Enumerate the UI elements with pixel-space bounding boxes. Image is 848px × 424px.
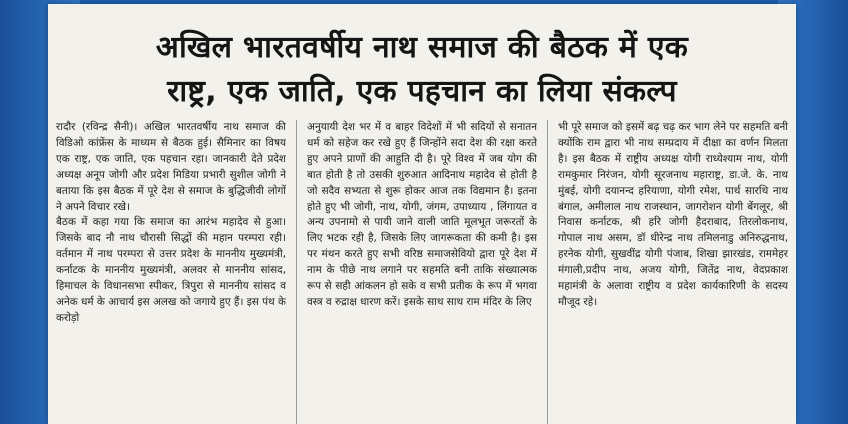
article-column-3 [558,120,788,424]
paragraph: रादौर (रविन्द्र सैनी)। अखिल भारतवर्षीय नाथ समाज की विडिओ कांफ्रेंस के माध्यम से बैठक हुई। सैमिनार का विषय एक राष्ट्र, एक जाति, एक पहचान रहा। जानकारी देते प्रदेश अध्यक्ष अनूप जोगी और प्रदेश मिडिया प्रभारी सुशील जोगी ने बताया कि इस बैठक में पूरे देश से समाज के बुद्धिजीवी लोगों ने अपने विचार रखे। [56,121,286,213]
headline [48,4,796,114]
column-divider [547,120,548,424]
headline-line-2: राष्ट्र, एक जाति, एक पहचान का लिया संकल्प [167,74,677,109]
paragraph: अनुयायी देश भर में व बाहर विदेशों में भी सदियों से सनातन धर्म को सहेज कर रखे हुए हैं जिन्होंने सदा देश की रक्षा करते हुए अपने प्राणों की आहुति दी है। पूरे विश्व में जब योग की बात होती है तो उसकी शुरुआत आदिनाथ महादेव से होती है जो सदैव सभ्यता से शुरू होकर आज तक विद्यमान है। इतना होते हुए भी जोगी, नाथ, योगी, जंगम, उपाध्याय , लिंगायत व अन्य उपनामो से पायी जाने वाली जाति मूलभूत जरूरतों के लिए भटक रही है, जिसके लिए जागरूकता की कमी है। इस पर मंथन करते हुए सभी वरिष्ठ समाजसेवियो द्वारा पूरे देश में नाम के पीछे नाथ लगाने पर सहमति बनी ताकि संख्यात्मक रूप से सही आंकलन हो सके व सभी प्रतीक के रूप में भगवा वस्त्र व रुद्राक्ष धारण करें। इसके साथ साथ राम मंदिर के लिए [307,121,537,308]
headline-line-1: अखिल भारतवर्षीय नाथ समाज की बैठक में एक [155,30,689,65]
article-column-2 [307,120,537,424]
newspaper-clipping [48,4,796,424]
article-column-1 [56,120,286,424]
article-body [56,120,788,424]
paragraph: भी पूरे समाज को इसमें बढ़ चढ़ कर भाग लेने पर सहमति बनी क्योंकि राम द्वारा भी नाथ सम्प्रदाय में दीक्षा का वर्णन मिलता है। इस बैठक में राष्ट्रीय अध्यक्ष योगी राध्येश्याम नाथ, योगी रामकुमार निरंजन, योगी सूरजनाथ महाराष्ट्र, डा.जे. के. नाथ मुंबई, योगी दयानन्द हरियाणा, योगी रमेश, पार्थ सारथि नाथ बंगाल, अमीलाल नाथ राजस्थान, जागरोशन योगी बेंगलूर, श्री निवास कर्नाटक, श्री हरि जोगी हैदराबाद, तिरलोकनाथ, गोपाल नाथ असम, डॉ धीरेन्द्र नाथ तमिलनाडु अनिरुद्धनाथ, हरनेक योगी, सुखवींद्र योगी पंजाब, शिखा झारखंड, राममेहर मंगाली,प्रदीप नाथ, अजय योगी, जितेंद्र नाथ, वेदप्रकाश महामंत्री के अलावा राष्ट्रीय व प्रदेश कार्यकारिणी के सदस्य मौजूद रहे। [558,121,788,308]
column-divider [296,120,297,424]
paragraph: बैठक में कहा गया कि समाज का आरंभ महादेव से हुआ।जिसके बाद नौ नाथ चौरासी सिद्धों की महान परम्परा रही। वर्तमान में नाथ परम्परा से उत्तर प्रदेश के माननीय मुख्यमंत्री, कर्नाटक के माननीय मुख्यमंत्री, अलवर से माननीय सांसद, हिमाचल के विधानसभा स्पीकर, त्रिपुरा से माननीय सांसद व अनेक धर्म के आचार्य इस अलख को जगाये हुए हैं। इस पंथ के करोड़ो [56,216,286,324]
